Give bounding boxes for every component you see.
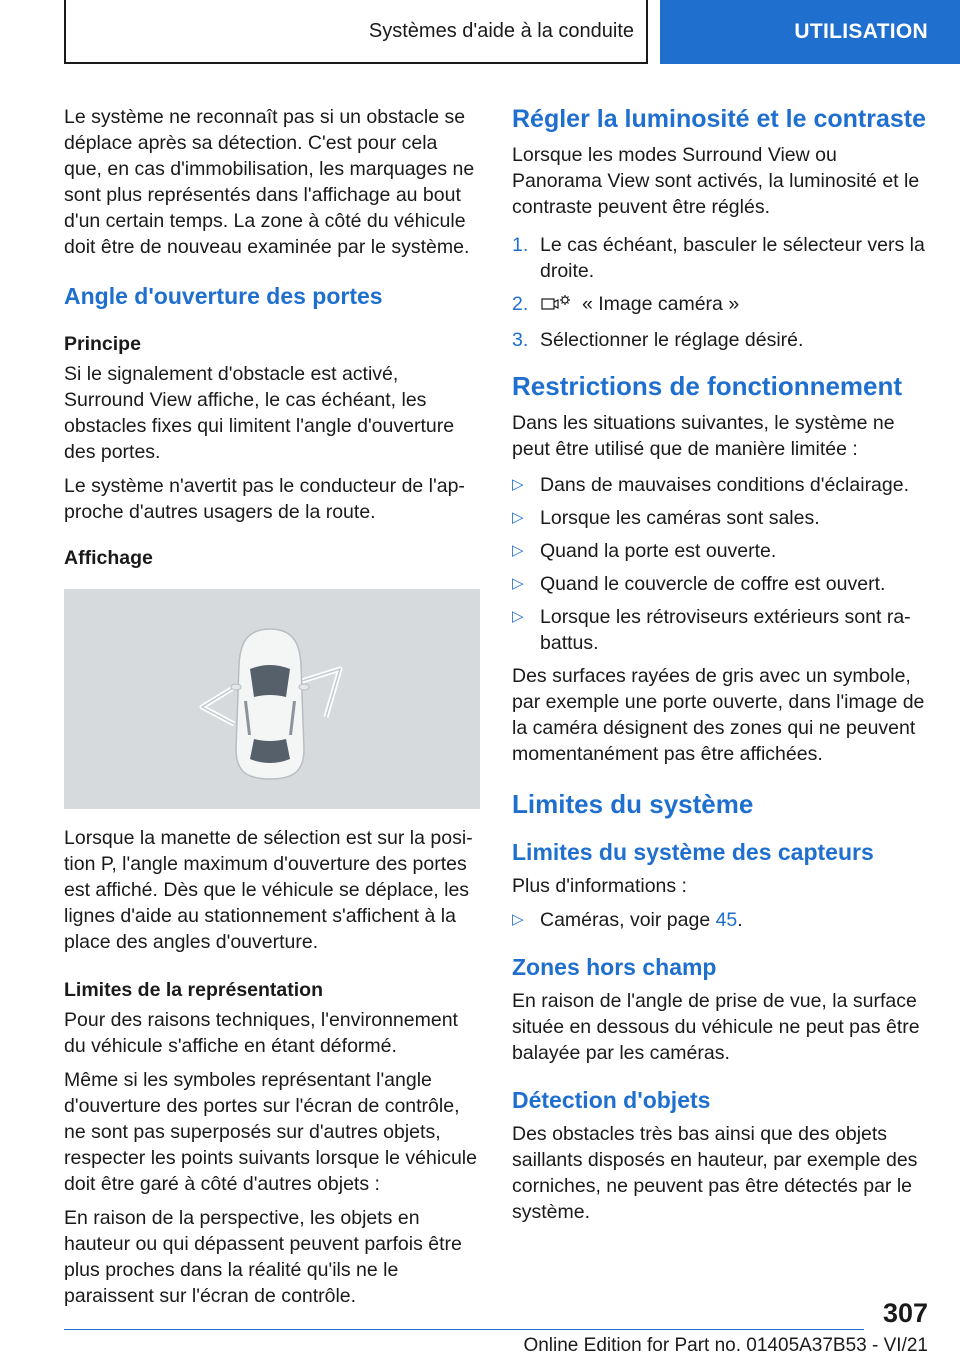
list-item-text: Lorsque les caméras sont sales. xyxy=(540,507,820,529)
step-number: 1. xyxy=(512,234,529,256)
step-number: 2. xyxy=(512,293,529,315)
step-text-wrap xyxy=(540,291,928,320)
triangle-bullet-icon: ▷ xyxy=(512,509,524,526)
list-item-text xyxy=(540,907,928,933)
heading-limites-systeme: Limites du système xyxy=(512,789,754,819)
step-text: « Image caméra » xyxy=(582,293,740,315)
list-item xyxy=(512,505,928,531)
intro-paragraph: Le système ne reconnaît pas si un obstacle se déplace après sa détection. C'est pour cela que, en cas d'immobilisation, les marquages ne sont plus représentés dans l'affichage au bout d'un certain temps. La zone à côté du véhicule doit être de nouveau examinée par le système. xyxy=(64,106,475,258)
list-item-text: Quand le couvercle de coffre est ouvert. xyxy=(540,573,886,595)
header-chapter-tab xyxy=(660,0,960,64)
step-item xyxy=(512,291,928,320)
page-link[interactable]: 45 xyxy=(715,909,738,931)
restrictions-paragraph: Dans les situations suivantes, le système ne peut être utilisé que de manière limitée : xyxy=(512,412,895,460)
footer-divider xyxy=(64,1329,864,1330)
heading-angle: Angle d'ouverture des portes xyxy=(64,283,383,309)
steps-list xyxy=(512,232,928,353)
capteurs-paragraph: Plus d'informations : xyxy=(512,875,687,897)
heading-capteurs: Limites du système des capteurs xyxy=(512,839,874,865)
limites-paragraph-1: Pour des raisons techniques, l'environnement du véhicule s'affiche en étant déformé. xyxy=(64,1009,458,1057)
heading-regler: Régler la luminosité et le contraste xyxy=(512,105,927,133)
triangle-bullet-icon: ▷ xyxy=(512,575,524,592)
heading-affichage: Affichage xyxy=(64,547,153,569)
chapter-title: UTILISATION xyxy=(794,20,928,43)
section-title: Systèmes d'aide à la conduite xyxy=(368,19,634,42)
heading-restrictions: Restrictions de fonctionnement xyxy=(512,371,903,401)
limites-paragraph-2: Même si les symboles représentant l'angle d'ouverture des portes sur l'écran de contrôle, ne sont pas superposés sur d'autres objets, respecter les points suivants lorsque le véhicule doit être garé à côté d'autres objets : xyxy=(64,1069,477,1195)
heading-principe: Principe xyxy=(64,333,141,355)
list-item xyxy=(512,604,928,656)
restrictions-paragraph-2: Des surfaces rayées de gris avec un symbole, par exemple une porte ouverte, dans l'image de la caméra désignent des zones qui ne peuvent momentanément pas être affichées. xyxy=(512,665,925,765)
detection-paragraph: Des obstacles très bas ainsi que des objets saillants disposés en hauteur, par exemple des corniches, ne peuvent pas être détectés par le système. xyxy=(512,1123,918,1223)
triangle-bullet-icon: ▷ xyxy=(512,542,524,559)
zones-paragraph: En raison de l'angle de prise de vue, la surface située en dessous du véhicule ne peut pas être balayée par les caméras. xyxy=(512,990,920,1064)
triangle-bullet-icon: ▷ xyxy=(512,476,524,493)
heading-limites-representation: Limites de la représentation xyxy=(64,979,323,1001)
step-text: Le cas échéant, basculer le sélecteur vers la droite. xyxy=(540,234,925,282)
triangle-bullet-icon: ▷ xyxy=(512,608,524,625)
triangle-bullet-icon: ▷ xyxy=(512,911,524,928)
camera-settings-icon xyxy=(540,293,572,320)
list-item-text: Quand la porte est ouverte. xyxy=(540,540,777,562)
header-section-title xyxy=(64,0,648,64)
door-angle-figure xyxy=(64,589,480,809)
step-text: Sélectionner le réglage désiré. xyxy=(540,329,804,351)
page-number: 307 xyxy=(882,1298,928,1328)
restrictions-list xyxy=(512,472,928,656)
right-column xyxy=(512,104,928,1233)
list-item xyxy=(512,571,928,597)
list-item-text: Dans de mauvaises conditions d'éclairage. xyxy=(540,474,910,496)
list-item xyxy=(512,907,928,933)
left-column xyxy=(64,104,480,1317)
step-number: 3. xyxy=(512,329,529,351)
capteurs-item-text: Caméras, voir page xyxy=(540,909,716,931)
footer-edition: Online Edition for Part no. 01405A37B53 - VI/21 xyxy=(523,1335,928,1356)
list-item xyxy=(512,472,928,498)
list-item xyxy=(512,538,928,564)
affichage-paragraph: Lorsque la manette de sélection est sur la position P, l'angle maximum d'ouverture des portes est affiché. Dès que le véhicule se déplace, les lignes d'aide au stationnement s'affichent à la place des angles d'ouverture. xyxy=(64,827,473,953)
principe-paragraph-1: Si le signalement d'obstacle est activé, Surround View affiche, le cas échéant, les obstacles fixes qui limitent l'angle d'ouverture des portes. xyxy=(64,363,455,463)
list-item-text: Lorsque les rétroviseurs extérieurs sont rabattus. xyxy=(540,606,911,654)
limites-paragraph-3: En raison de la perspective, les objets en hauteur ou qui dépassent peuvent parfois être plus proches dans la réalité qu'ils ne le paraissent sur l'écran de contrôle. xyxy=(64,1207,462,1307)
step-item xyxy=(512,327,928,353)
heading-detection: Détection d'objets xyxy=(512,1087,711,1113)
capteurs-item-end: . xyxy=(737,909,743,931)
heading-zones: Zones hors champ xyxy=(512,954,717,980)
regler-paragraph: Lorsque les modes Surround View ou Panorama View sont activés, la luminosité et le contraste peuvent être réglés. xyxy=(512,144,920,218)
car-top-view-illustration xyxy=(64,589,480,809)
step-item xyxy=(512,232,928,284)
principe-paragraph-2: Le système n'avertit pas le conducteur de l'approche d'autres usagers de la route. xyxy=(64,475,465,523)
